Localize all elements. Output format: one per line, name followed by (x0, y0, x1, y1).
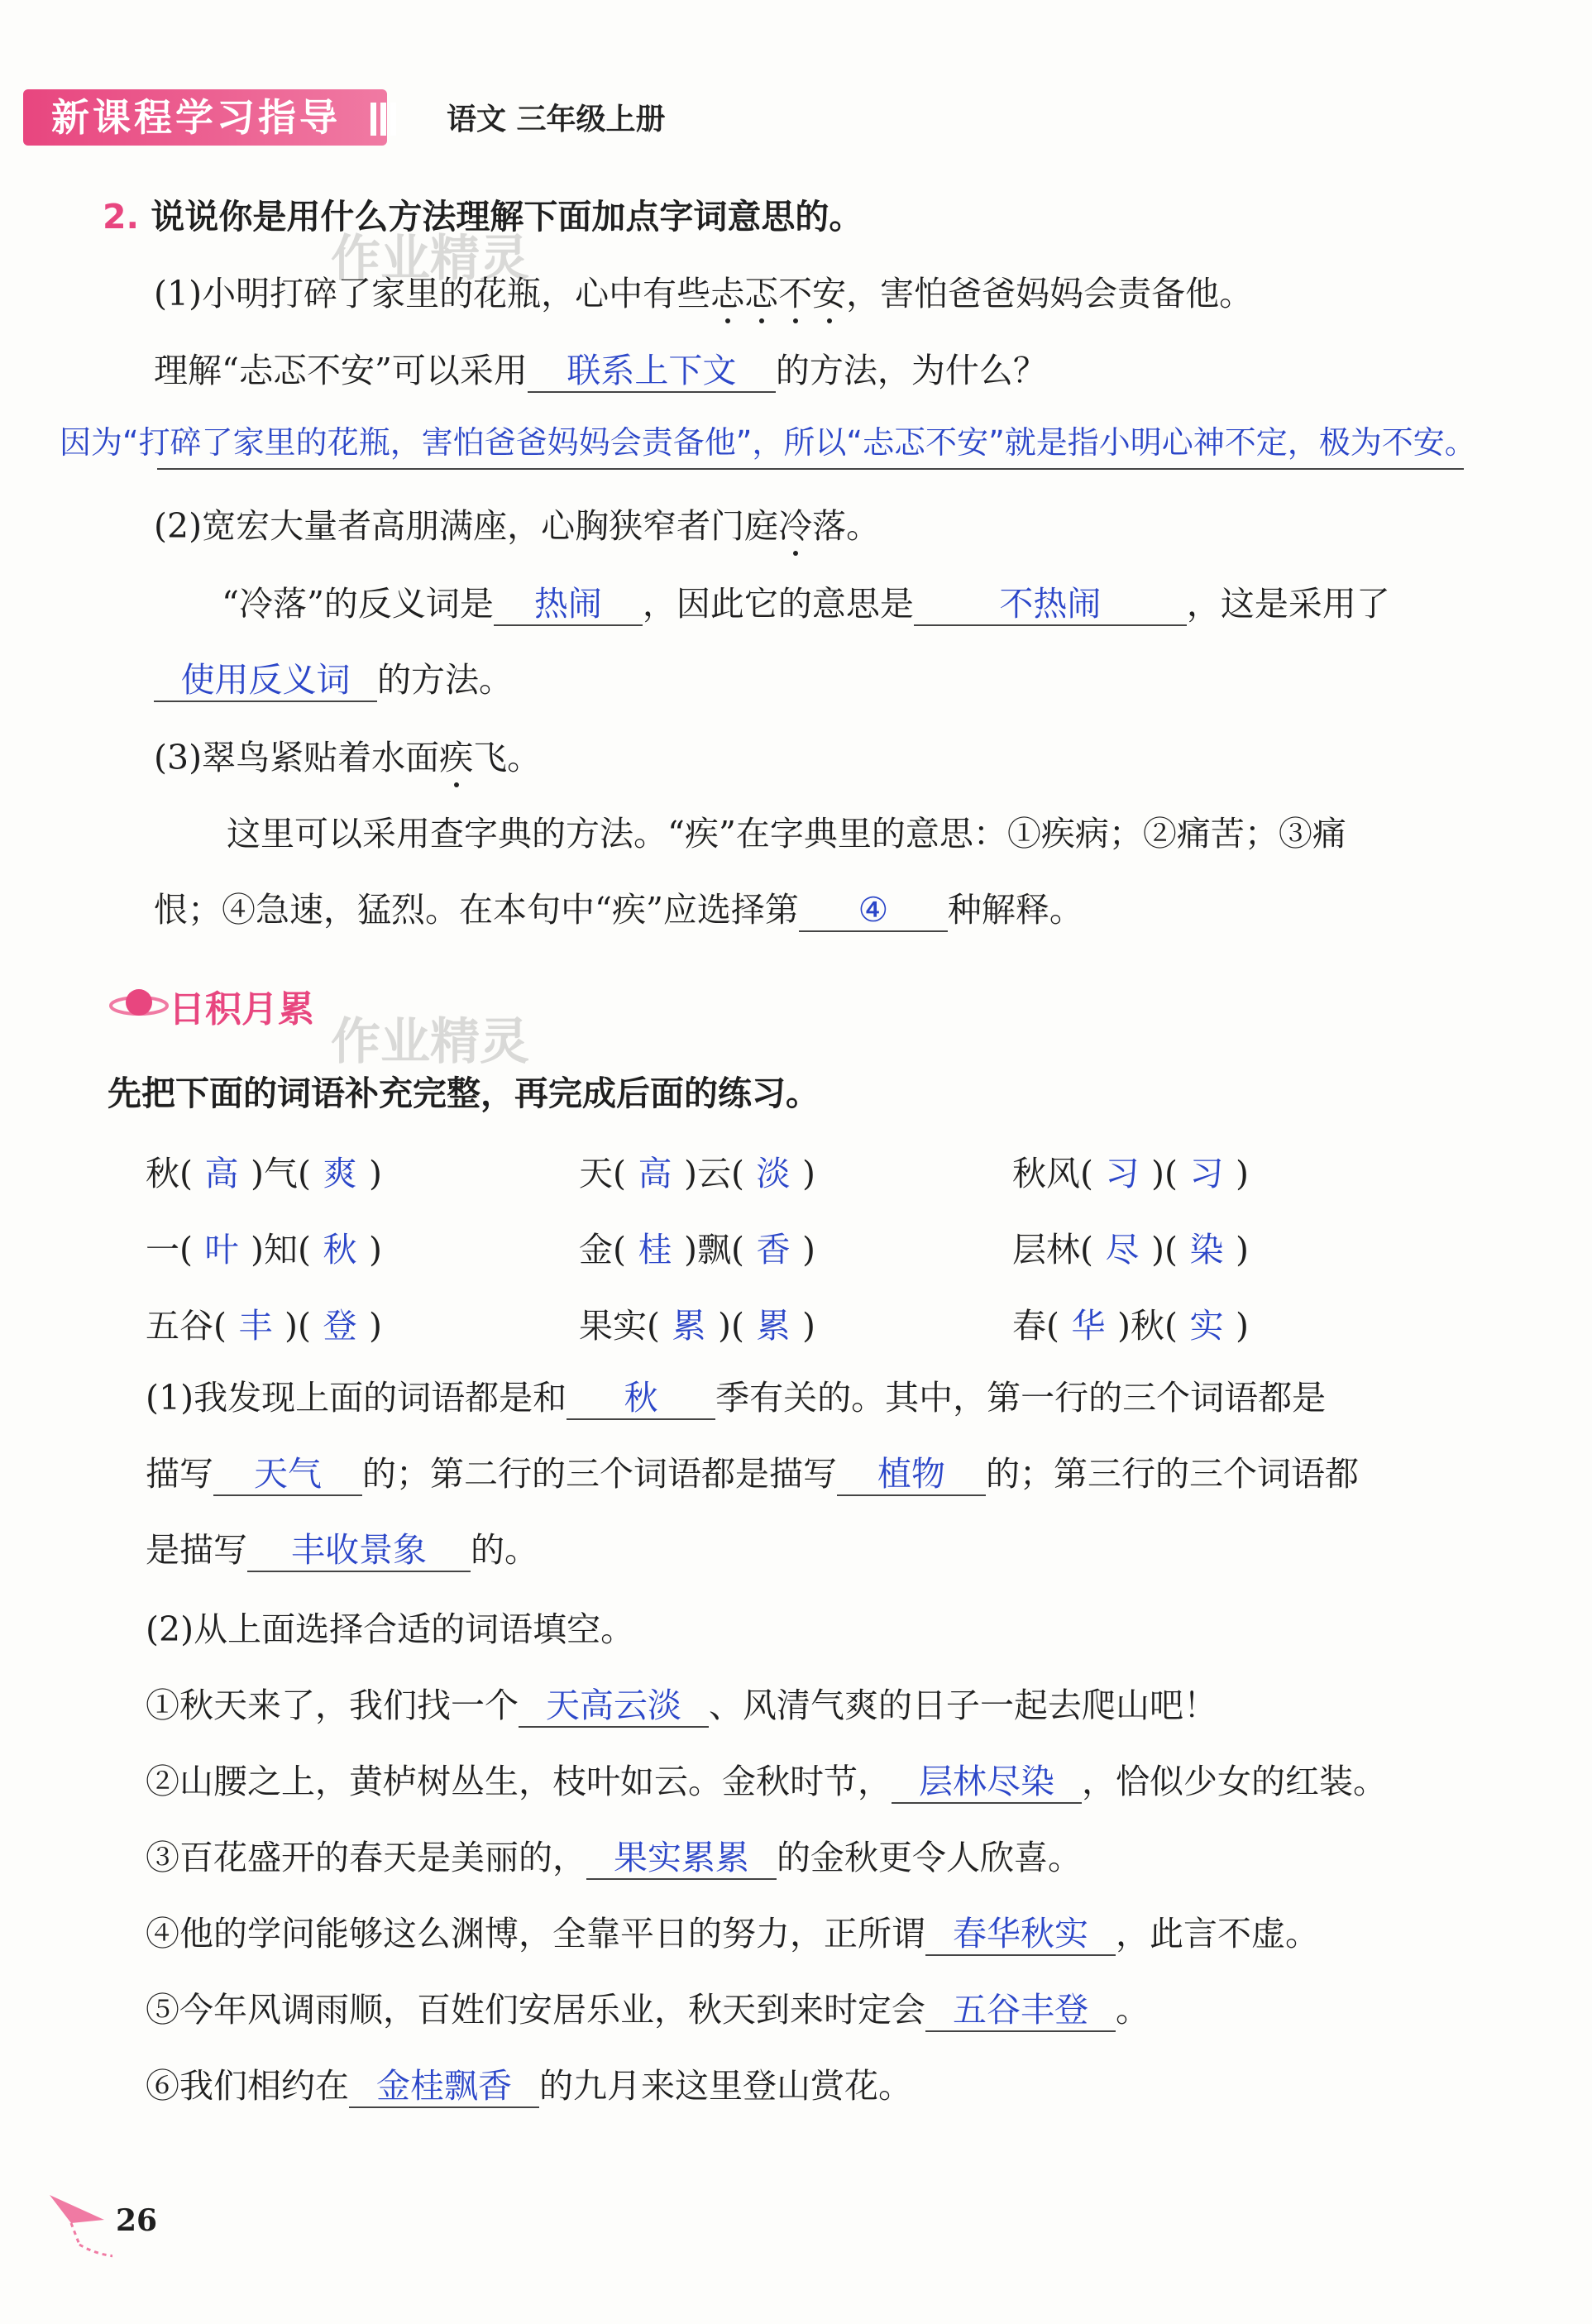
answer-blank[interactable]: 春华秋实 (925, 1913, 1116, 1956)
section-title: 日积月累 (169, 988, 314, 1030)
answer-blank[interactable]: 天气 (213, 1453, 362, 1496)
paper-plane-icon (46, 2187, 112, 2261)
section-instruction: 先把下面的词语补充完整，再完成后面的练习。 (108, 1074, 820, 1113)
fill-blank-item: ⑤今年风调雨顺，百姓们安居乐业，秋天到来时定会 五谷丰登 。 (146, 1985, 1150, 2035)
word-item: 秋风( 习 )( 习 ) (1012, 1146, 1249, 1195)
word-item: 五谷( 丰 )( 登 ) (146, 1298, 382, 1347)
planet-icon (109, 983, 169, 1026)
fill-blank-item: ④他的学问能够这么渊博，全靠平日的努力，正所谓 春华秋实 ，此言不虚。 (146, 1909, 1319, 1958)
answer-blank[interactable]: 习 (1189, 1154, 1224, 1193)
word-item: 一( 叶 )知( 秋 ) (146, 1222, 382, 1271)
fill-blank-item: ①秋天来了，我们找一个 天高云淡 、风清气爽的日子一起去爬山吧！ (146, 1681, 1217, 1730)
answer-blank[interactable]: 五谷丰登 (925, 1989, 1116, 2032)
question-2-prompt (103, 192, 863, 241)
word-item: 秋( 高 )气( 爽 ) (146, 1146, 382, 1195)
word-item: 层林( 尽 )( 染 ) (1012, 1222, 1249, 1271)
subject-label: 语文 三年级上册 (447, 103, 666, 136)
answer-blank[interactable]: 秋 (323, 1230, 357, 1270)
q2-part2-line1: “冷落”的反义词是 热闹 ，因此它的意思是 不热闹 ，这是采用了 (222, 579, 1390, 629)
q2-part1-sentence: (1)小明打碎了家里的花瓶，心中有些忐忑不安，害怕爸爸妈妈会责备他。 (154, 269, 1253, 318)
q2-part1-question: 理解“忐忑不安”可以采用 联系上下文 的方法，为什么？ (154, 346, 1047, 395)
answer-blank[interactable]: 实 (1189, 1306, 1224, 1346)
answer-blank[interactable]: 累 (672, 1306, 706, 1346)
answer-blank[interactable]: 桂 (638, 1230, 672, 1270)
answer-blank[interactable]: 习 (1105, 1154, 1140, 1193)
question-text: 说说你是用什么方法理解下面加点字词意思的。 (151, 197, 863, 237)
answer-blank[interactable]: 金桂飘香 (349, 2065, 539, 2108)
page-number: 26 (116, 2203, 158, 2238)
answer-blank[interactable]: 登 (323, 1306, 357, 1346)
q2-part2-line2: 使用反义词 的方法。 (154, 655, 513, 705)
fill-blank-item: ③百花盛开的春天是美丽的， 果实累累 的金秋更令人欣喜。 (146, 1833, 1082, 1882)
answer-blank[interactable]: 层林尽染 (892, 1761, 1082, 1804)
answer-blank[interactable]: 尽 (1105, 1230, 1140, 1270)
q2-part3-sentence: (3)翠鸟紧贴着水面疾飞。 (154, 733, 541, 782)
word-item: 春( 华 )秋( 实 ) (1012, 1298, 1249, 1347)
answer-blank[interactable]: 高 (638, 1154, 672, 1193)
answer-blank[interactable]: 不热闹 (914, 583, 1187, 626)
answer-blank[interactable]: 丰收景象 (247, 1529, 471, 1572)
exercise-2-title: (2)从上面选择合适的词语填空。 (146, 1609, 635, 1649)
word-item: 金( 桂 )飘( 香 ) (579, 1222, 815, 1271)
answer-blank[interactable]: 热闹 (494, 583, 643, 626)
answer-blank[interactable]: 高 (204, 1154, 239, 1193)
q2-part3-line2: 恨；④急速，猛烈。在本句中“疾”应选择第 ④ 种解释。 (154, 885, 1083, 935)
answer-blank[interactable]: 叶 (204, 1230, 239, 1270)
question-number: 2. (103, 197, 140, 237)
series-title-badge: 新课程学习指导 (23, 89, 387, 146)
word-item: 果实( 累 )( 累 ) (579, 1298, 815, 1347)
exercise-1-line2: 描写 天气 的；第二行的三个词语都是描写 植物 的；第三行的三个词语都 (146, 1449, 1359, 1499)
q2-part1-reason-answer[interactable]: 因为“打碎了家里的花瓶，害怕爸爸妈妈会责备他”，所以“忐忑不安”就是指小明心神不定，极为不安。 (60, 424, 1476, 461)
fill-blank-item: ⑥我们相约在 金桂飘香 的九月来这里登山赏花。 (146, 2061, 912, 2111)
answer-blank[interactable]: 丰 (238, 1306, 273, 1346)
header-bars-decoration (371, 103, 400, 139)
exercise-1-line3: 是描写 丰收景象 的。 (146, 1525, 538, 1575)
answer-blank[interactable]: 爽 (323, 1154, 357, 1193)
answer-blank[interactable]: 染 (1189, 1230, 1224, 1270)
answer-blank[interactable]: 秋 (567, 1377, 715, 1420)
answer-blank[interactable]: 华 (1071, 1306, 1106, 1346)
q2-part3-line1: 这里可以采用查字典的方法。“疾”在字典里的意思：①疾病；②痛苦；③痛 (227, 814, 1346, 854)
answer-blank[interactable]: 累 (756, 1306, 791, 1346)
watermark: 作业精灵 (331, 1013, 529, 1071)
answer-blank[interactable]: 果实累累 (586, 1837, 777, 1880)
answer-blank[interactable]: 使用反义词 (154, 659, 377, 702)
answer-underline (157, 468, 1464, 470)
answer-blank[interactable]: 淡 (756, 1154, 791, 1193)
watermark: 作业精灵 (331, 230, 529, 288)
answer-blank[interactable]: ④ (799, 889, 948, 932)
q2-part2-sentence: (2)宽宏大量者高朋满座，心胸狭窄者门庭冷落。 (154, 501, 880, 551)
answer-blank[interactable]: 香 (756, 1230, 791, 1270)
answer-blank[interactable]: 植物 (837, 1453, 986, 1496)
answer-blank[interactable]: 天高云淡 (519, 1685, 709, 1728)
answer-blank[interactable]: 联系上下文 (528, 350, 776, 393)
exercise-1-line1: (1)我发现上面的词语都是和 秋 季有关的。其中，第一行的三个词语都是 (146, 1373, 1326, 1423)
fill-blank-item: ②山腰之上，黄栌树丛生，枝叶如云。金秋时节， 层林尽染 ，恰似少女的红装。 (146, 1757, 1387, 1806)
word-item: 天( 高 )云( 淡 ) (579, 1146, 815, 1195)
